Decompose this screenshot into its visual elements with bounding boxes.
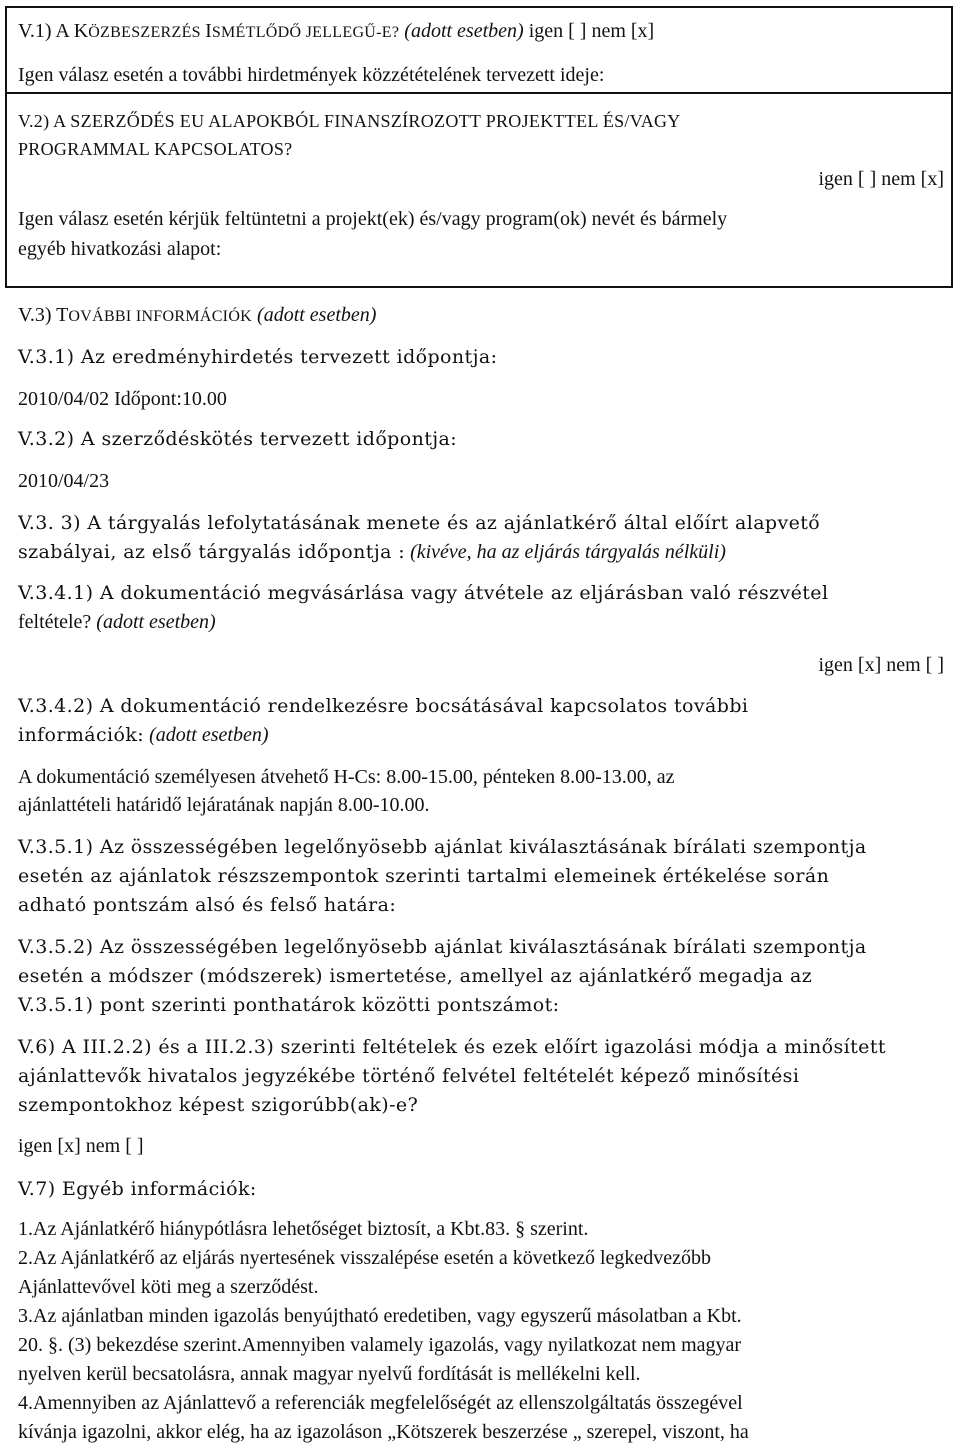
v2-line4: egyéb hivatkozási alapot:: [18, 238, 222, 260]
v1-title-i-rest: SMÉTLŐDŐ JELLEGŰ-E?: [211, 24, 400, 41]
v352-line1: V.3.5.2) Az összességében legelőnyösebb ajánlat kiválasztásának bírálati szempontja: [18, 936, 867, 958]
v1-title-k-rest: ÖZBESZERZÉS: [88, 24, 206, 41]
v2-title-line1: V.2) A SZERZŐDÉS EU ALAPOKBÓL FINANSZÍROZOTT PROJEKTTEL ÉS/VAGY: [18, 111, 681, 131]
v31-label: V.3.1) Az eredményhirdetés tervezett időpontja:: [18, 346, 498, 368]
v341-note: (adott esetben): [96, 611, 216, 633]
v342-text2: ajánlattételi határidő lejáratának napján 8.00-10.00.: [18, 794, 430, 816]
v7-title: V.7) Egyéb információk:: [18, 1178, 257, 1200]
v33-note: (kivéve, ha az eljárás tárgyalás nélküli): [410, 541, 726, 563]
v33-line1: V.3. 3) A tárgyalás lefolytatásának menete és az ajánlatkérő által előírt alapvető: [18, 512, 821, 534]
v2-line3: Igen válasz esetén kérjük feltüntetni a projekt(ek) és/vagy program(ok) nevét és bármely: [18, 208, 728, 230]
v341-line2: [18, 609, 216, 635]
v7-item-4-cont: kívánja igazolni, akkor elég, ha az igazoláson „Kötszerek beszerzése „ szerepel, viszont, ha: [18, 1421, 749, 1443]
v3-title-rest: OVÁBBI INFORMÁCIÓK: [68, 308, 253, 325]
v1-title-line: [18, 18, 654, 46]
v7-item-2-cont: Ajánlattevővel köti meg a szerződést.: [18, 1276, 319, 1298]
v342-text1: A dokumentáció személyesen átvehető H-Cs: 8.00-15.00, pénteken 8.00-13.00, az: [18, 766, 675, 788]
v7-item-2: 2.Az Ajánlatkérő az eljárás nyertesének visszalépése esetén a következő legkedvezőbb: [18, 1247, 712, 1269]
v351-line2: esetén az ajánlatok részszempontok szerinti tartalmi elemeinek értékelése során: [18, 865, 830, 887]
v352-line3: V.3.5.1) pont szerinti ponthatárok közötti pontszámot:: [18, 994, 560, 1016]
v341-line1: V.3.4.1) A dokumentáció megvásárlása vagy átvétele az eljárásban való részvétel: [18, 582, 829, 604]
v7-item-3: 3.Az ajánlatban minden igazolás benyújtható eredetiben, vagy egyszerű másolatban a Kbt.: [18, 1305, 742, 1327]
v352-line2: esetén a módszer (módszerek) ismertetése, amellyel az ajánlatkérő megadja az: [18, 965, 813, 987]
v351-line3: adható pontszám alsó és felső határa:: [18, 894, 397, 916]
v3-title-t: T: [56, 304, 69, 326]
v342-line2: [18, 722, 269, 748]
v7-item-4: 4.Amennyiben az Ajánlattevő a referenciák megfelelőségét az ellenszolgáltatás összegével: [18, 1392, 743, 1414]
v6-line2: ajánlattevők hivatalos jegyzékébe történő felvétel feltételét képező minősítési: [18, 1065, 800, 1087]
v32-label: V.3.2) A szerződéskötés tervezett időpontja:: [18, 428, 458, 450]
v342-line1: V.3.4.2) A dokumentáció rendelkezésre bocsátásával kapcsolatos további: [18, 695, 749, 717]
v32-value: 2010/04/23: [18, 470, 110, 492]
v351-line1: V.3.5.1) Az összességében legelőnyösebb ajánlat kiválasztásának bírálati szempontja: [18, 836, 867, 858]
v3-number: V.3): [18, 304, 57, 326]
v341-answer: igen [x] nem [ ]: [818, 654, 944, 676]
v1-answer: igen [ ] nem [x]: [523, 20, 655, 42]
v1-title-k: K: [73, 20, 89, 42]
v3-note: (adott esetben): [257, 304, 377, 326]
v7-item-1: 1.Az Ajánlatkérő hiánypótlásra lehetőséget biztosít, a Kbt.83. § szerint.: [18, 1218, 589, 1240]
v1-line2: Igen válasz esetén a további hirdetmények közzétételének tervezett ideje:: [18, 64, 605, 86]
v342-note: (adott esetben): [149, 724, 269, 746]
v1-note: (adott esetben): [404, 20, 524, 42]
v341-line2-text: feltétele?: [18, 611, 92, 633]
v7-item-3-cont2: nyelven kerül becsatolásra, annak magyar nyelvű fordítását is mellékelni kell.: [18, 1363, 641, 1385]
v33-line2: [18, 539, 726, 565]
v6-line1: V.6) A III.2.2) és a III.2.3) szerinti feltételek és ezek előírt igazolási módja a minősített: [18, 1036, 886, 1058]
v342-line2-text: információk:: [18, 724, 145, 746]
v7-item-3-cont1: 20. §. (3) bekezdése szerint.Amennyiben valamely igazolás, vagy nyilatkozat nem magyar: [18, 1334, 742, 1356]
v3-title: [18, 302, 376, 330]
v31-value: 2010/04/02 Időpont:10.00: [18, 388, 227, 410]
v2-title-line2: PROGRAMMAL KAPCSOLATOS?: [18, 139, 293, 159]
v33-line2-text: szabályai, az első tárgyalás időpontja :: [18, 541, 406, 563]
v1-number: V.1) A: [18, 20, 74, 42]
v6-answer: igen [x] nem [ ]: [18, 1135, 144, 1157]
v2-answer: igen [ ] nem [x]: [818, 168, 944, 190]
v6-line3: szempontokhoz képest szigorúbb(ak)-e?: [18, 1094, 419, 1116]
v1-title-i: I: [205, 20, 212, 42]
